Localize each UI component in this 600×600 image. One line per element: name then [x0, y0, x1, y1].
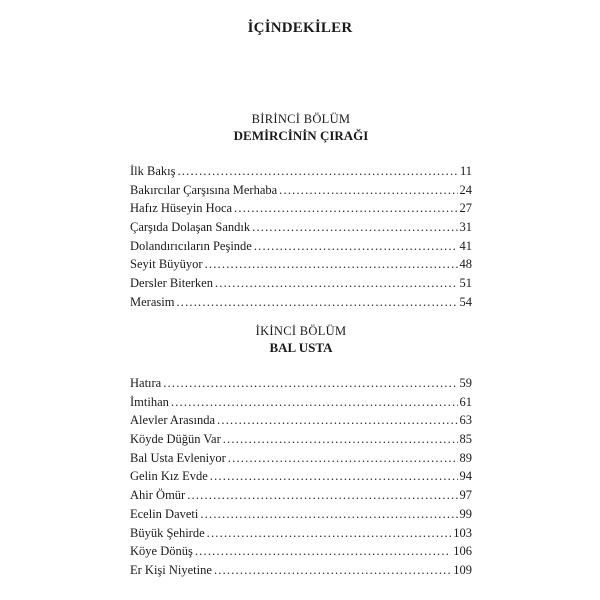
- toc-entry-title: Er Kişi Niyetine: [130, 562, 212, 577]
- toc-entry-title: Alevler Arasında: [130, 413, 216, 428]
- toc-entry: [130, 488, 472, 507]
- dot-leader: [210, 469, 458, 484]
- dot-leader: [200, 507, 457, 522]
- part-one-heading: [130, 112, 472, 144]
- dot-leader: [187, 488, 457, 503]
- toc-entry-page: 61: [459, 394, 472, 409]
- dot-leader: [234, 201, 457, 216]
- toc-entry-title: Çarşıda Dolaşan Sandık: [130, 220, 251, 235]
- toc-entry-title: İmtihan: [130, 394, 169, 409]
- toc-entry: [130, 183, 472, 202]
- toc-entry-title: Hafız Hüseyin Hoca: [130, 201, 233, 216]
- toc-entry: [130, 526, 472, 545]
- toc-entry: [130, 276, 472, 295]
- dot-leader: [252, 220, 457, 235]
- dot-leader: [177, 164, 457, 179]
- part-two-heading: [130, 324, 472, 356]
- toc-entry-page: 11: [459, 164, 472, 178]
- toc-entry: [130, 395, 472, 414]
- toc-entry-page: 54: [459, 294, 472, 309]
- toc-entry-page: 97: [459, 488, 472, 503]
- part-title: DEMİRCİNİN ÇIRAĞI: [233, 128, 369, 143]
- dot-leader: [254, 239, 458, 254]
- toc-entry-title: Ecelin Daveti: [130, 506, 199, 521]
- toc-entry-page: 27: [459, 201, 472, 216]
- toc-list: [130, 164, 472, 314]
- dot-leader: [163, 376, 457, 391]
- toc-entry-page: 59: [459, 376, 472, 390]
- toc-entry: [130, 469, 472, 488]
- toc-entry-page: 41: [459, 238, 472, 253]
- toc-entry: [130, 239, 472, 258]
- dot-leader: [214, 563, 451, 578]
- toc-entry-page: 109: [453, 562, 472, 577]
- dot-leader: [171, 395, 458, 410]
- toc-entry: [130, 257, 472, 276]
- part-label: BİRİNCİ BÖLÜM: [251, 112, 351, 126]
- toc-entry: [130, 563, 472, 582]
- dot-leader: [223, 432, 458, 447]
- toc-entry-page: 63: [459, 413, 472, 428]
- part-two: [130, 324, 472, 582]
- toc-entry-page: 99: [459, 506, 472, 521]
- toc-entry-title: Merasim: [130, 294, 175, 309]
- toc-entry: [130, 295, 472, 314]
- dot-leader: [207, 526, 452, 541]
- page-title: İÇİNDEKİLER: [247, 20, 353, 36]
- toc-entry: [130, 413, 472, 432]
- toc-entry: [130, 432, 472, 451]
- toc-entry-page: 94: [459, 469, 472, 484]
- toc-entry: [130, 376, 472, 395]
- toc-entry-title: Köyde Düğün Var: [130, 432, 221, 447]
- toc-entry-page: 103: [453, 525, 472, 540]
- toc-entry-page: 48: [459, 257, 472, 272]
- toc-entry-page: 85: [459, 432, 472, 447]
- dot-leader: [215, 276, 458, 291]
- toc-entry: [130, 544, 472, 563]
- toc-entry-title: Seyit Büyüyor: [130, 257, 203, 272]
- toc-entry: [130, 451, 472, 470]
- toc-entry-title: Ahir Ömür: [130, 488, 186, 503]
- toc-entry: [130, 220, 472, 239]
- dot-leader: [228, 451, 458, 466]
- toc-entry-title: Bakırcılar Çarşısına Merhaba: [130, 182, 278, 197]
- toc-list: [130, 376, 472, 582]
- toc-entry-page: 51: [459, 276, 472, 291]
- toc-entry-page: 89: [459, 450, 472, 465]
- toc-entry-title: Bal Usta Evleniyor: [130, 450, 226, 465]
- toc-entry-title: İlk Bakış: [130, 164, 176, 178]
- toc-entry-title: Köye Dönüş: [130, 544, 193, 559]
- toc-entry-page: 31: [459, 220, 472, 235]
- toc-entry: [130, 164, 472, 183]
- toc-entry-title: Gelin Kız Evde: [130, 469, 208, 484]
- dot-leader: [195, 544, 451, 559]
- dot-leader: [205, 257, 458, 272]
- toc-entry-page: 24: [459, 182, 472, 197]
- toc-entry-title: Dolandırıcıların Peşinde: [130, 238, 252, 253]
- toc-entry-page: 106: [453, 544, 472, 559]
- part-title: BAL USTA: [269, 340, 333, 355]
- part-one: [130, 112, 472, 314]
- toc-entry-title: Dersler Biterken: [130, 276, 213, 291]
- part-label: İKİNCİ BÖLÜM: [255, 324, 347, 338]
- dot-leader: [217, 413, 457, 428]
- toc-entry-title: Hatıra: [130, 376, 162, 390]
- toc-entry: [130, 201, 472, 220]
- toc-entry-title: Büyük Şehirde: [130, 525, 205, 540]
- dot-leader: [279, 183, 457, 198]
- toc-entry: [130, 507, 472, 526]
- dot-leader: [176, 295, 457, 310]
